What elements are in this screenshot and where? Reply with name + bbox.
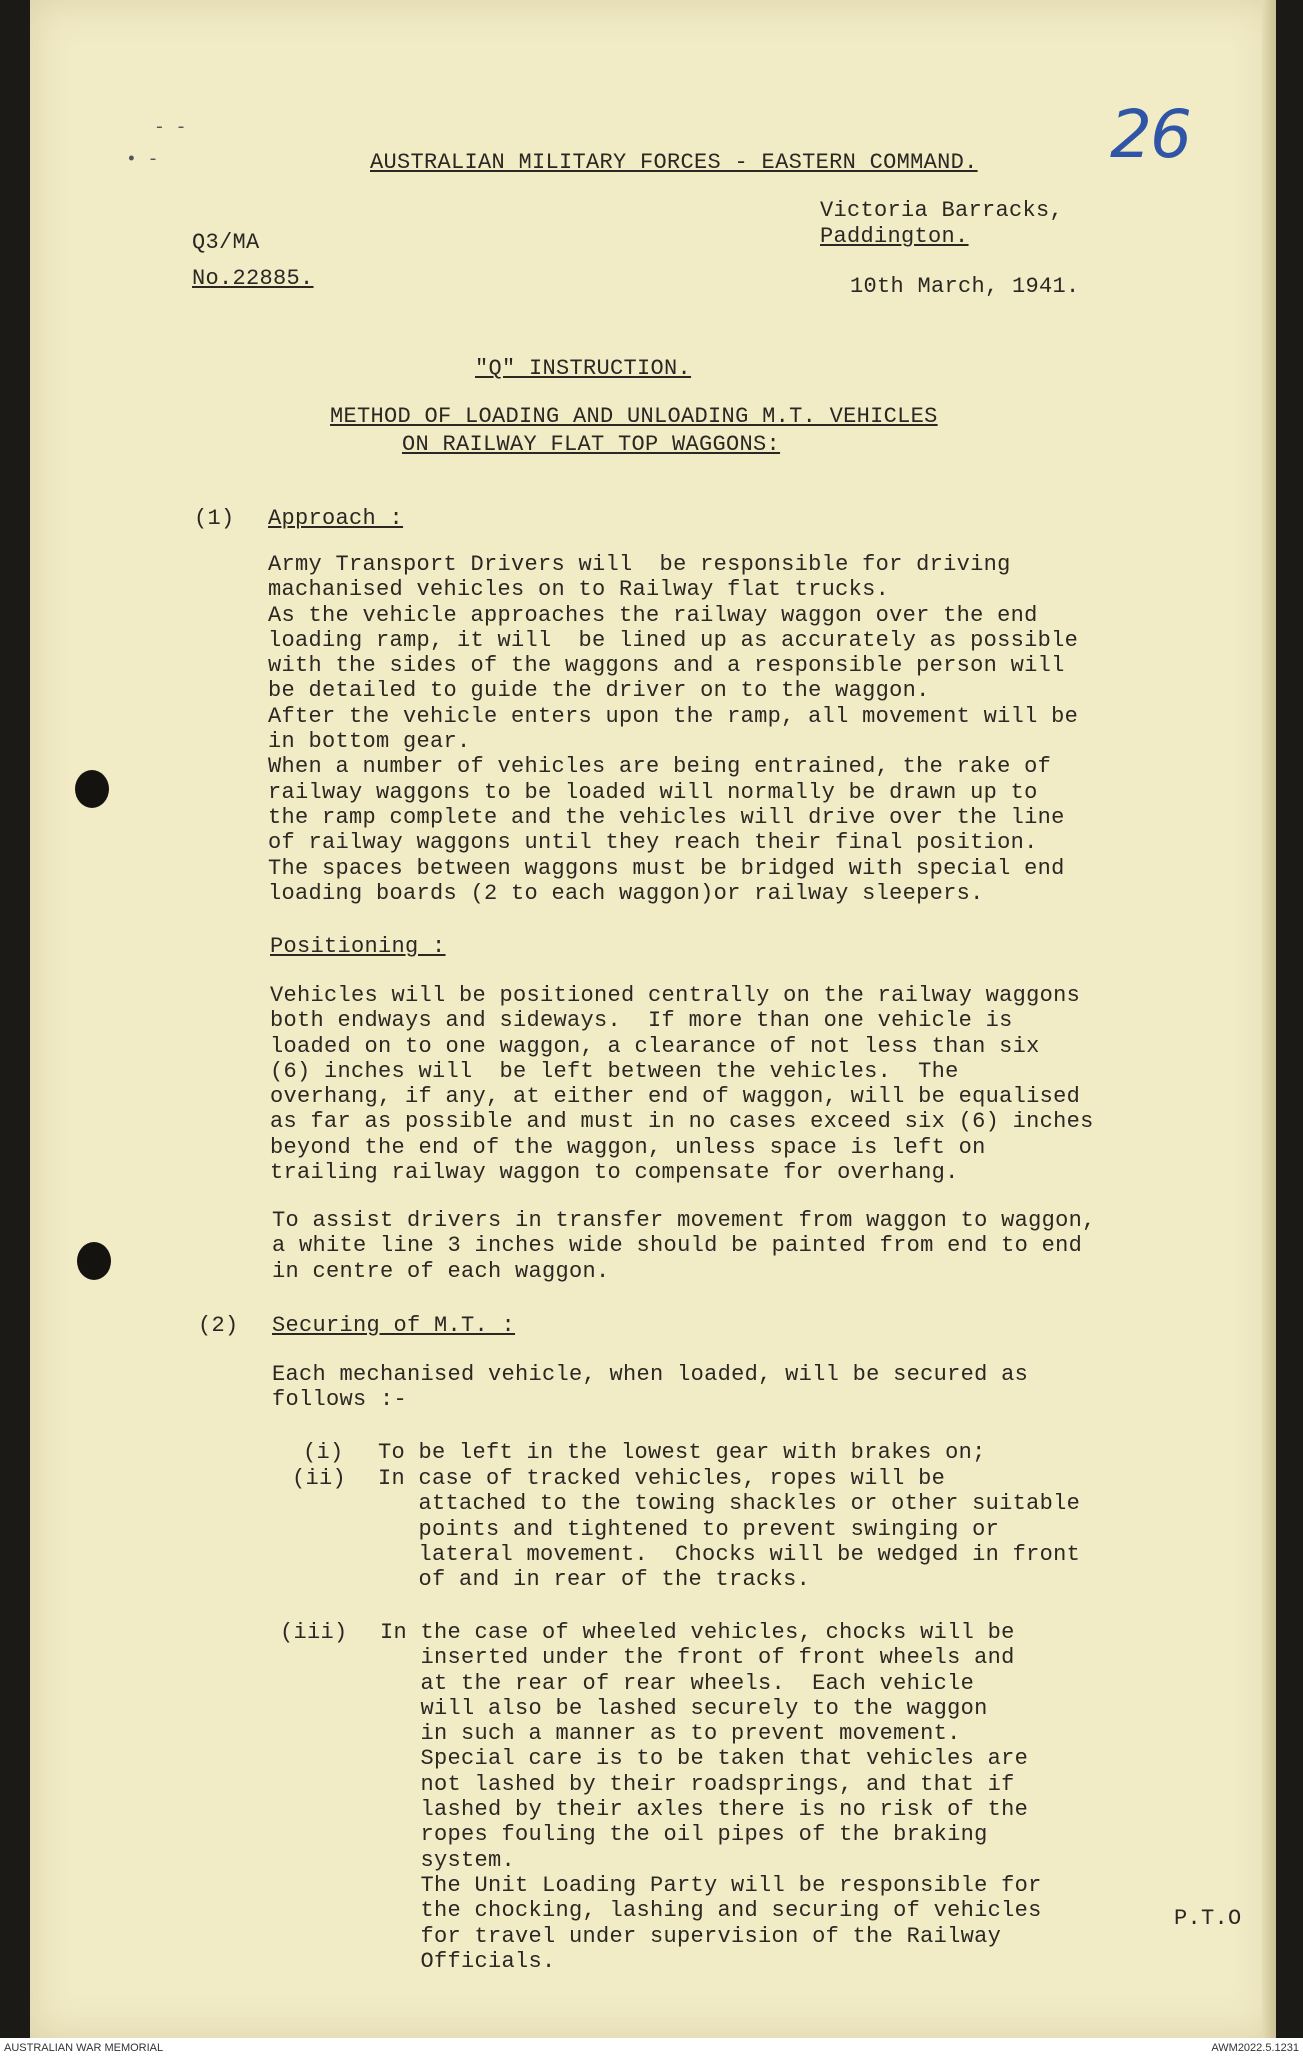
list-item-label: (iii) [280, 1620, 348, 1645]
page-number: 26 [1110, 96, 1190, 173]
list-item-label: (ii) [292, 1466, 347, 1491]
smudge-mark: - - [154, 118, 187, 138]
section-2-number: (2) [198, 1313, 239, 1338]
smudge-mark: • - [126, 150, 159, 170]
instruction-title: "Q" INSTRUCTION. [475, 356, 692, 381]
address-line-2: Paddington. [820, 224, 969, 249]
section-2-heading: Securing of M.T. : [272, 1313, 516, 1338]
document-date: 10th March, 1941. [850, 274, 1080, 299]
punch-hole [75, 770, 109, 808]
securing-intro: Each mechanised vehicle, when loaded, will be secured as follows :- [272, 1362, 1029, 1413]
list-item-text: In the case of wheeled vehicles, chocks will be inserted under the front of front wheels and at the rear of rear wheels. Each vehicle will also be lashed securely to the waggon in such a manner as to prevent movement. Special care is to be taken that vehicles are not lashed by their roadsprings, and that if lashed by their axles there is no risk of the ropes fouling the oil pipes of the braking system. The Unit Loading Party will be responsible for the chocking, lashing and securing of vehicles for travel under supervision of the Railway Officials. [380, 1620, 1042, 1974]
approach-paragraph: Army Transport Drivers will be responsible for driving machanised vehicles on to Railway flat trucks. As the vehicle approaches the railway waggon over the end loading ramp, it will be lined up as accurately as possible with the sides of the waggons and a responsible person will be detailed to guide the driver on to the waggon. After the vehicle enters upon the ramp, all movement will be in bottom gear. When a number of vehicles are being entrained, the rake of railway waggons to be loaded will normally be drawn up to the ramp complete and the vehicles will drive over the line of railway waggons until they reach their final position. The spaces between waggons must be bridged with special end loading boards (2 to each waggon)or railway sleepers. [268, 552, 1079, 906]
document-page [30, 0, 1276, 2038]
positioning-heading: Positioning : [270, 934, 446, 959]
section-1-number: (1) [194, 506, 235, 531]
reference-line-2: No.22885. [192, 266, 314, 291]
header-title: AUSTRALIAN MILITARY FORCES - EASTERN COMMAND. [370, 150, 978, 175]
list-item-text: To be left in the lowest gear with brakes on; [378, 1440, 986, 1465]
positioning-paragraph: Vehicles will be positioned centrally on the railway waggons both endways and sideways. If more than one vehicle is loaded on to one waggon, a clearance of not less than six (6) inches will be left between the vehicles. The overhang, if any, at either end of waggon, will be equalised as far as possible and must in no cases exceed six (6) inches beyond the end of the waggon, unless space is left on trailing railway waggon to compensate for overhang. [270, 983, 1094, 1186]
address-line-1: Victoria Barracks, [820, 198, 1064, 223]
subject-line-1: METHOD OF LOADING AND UNLOADING M.T. VEHICLES [330, 404, 938, 429]
footer-accession-number: AWM2022.5.1231 [1211, 2042, 1299, 2054]
page-edge [1262, 0, 1276, 2038]
list-item-text: In case of tracked vehicles, ropes will be attached to the towing shackles or other suitable points and tightened to prevent swinging or lateral movement. Chocks will be wedged in front of and in rear of the tracks. [378, 1466, 1081, 1593]
section-1-heading: Approach : [268, 506, 404, 531]
white-line-paragraph: To assist drivers in transfer movement from waggon to waggon, a white line 3 inches wide should be painted from end to end in centre of each waggon. [272, 1208, 1096, 1284]
punch-hole [77, 1242, 111, 1280]
pto-note: P.T.O [1174, 1906, 1242, 1931]
archive-footer [0, 2038, 1303, 2061]
footer-institution: AUSTRALIAN WAR MEMORIAL [4, 2042, 164, 2054]
subject-line-2: ON RAILWAY FLAT TOP WAGGONS: [402, 432, 781, 457]
list-item-label: (i) [303, 1440, 344, 1465]
reference-line-1: Q3/MA [192, 230, 260, 255]
